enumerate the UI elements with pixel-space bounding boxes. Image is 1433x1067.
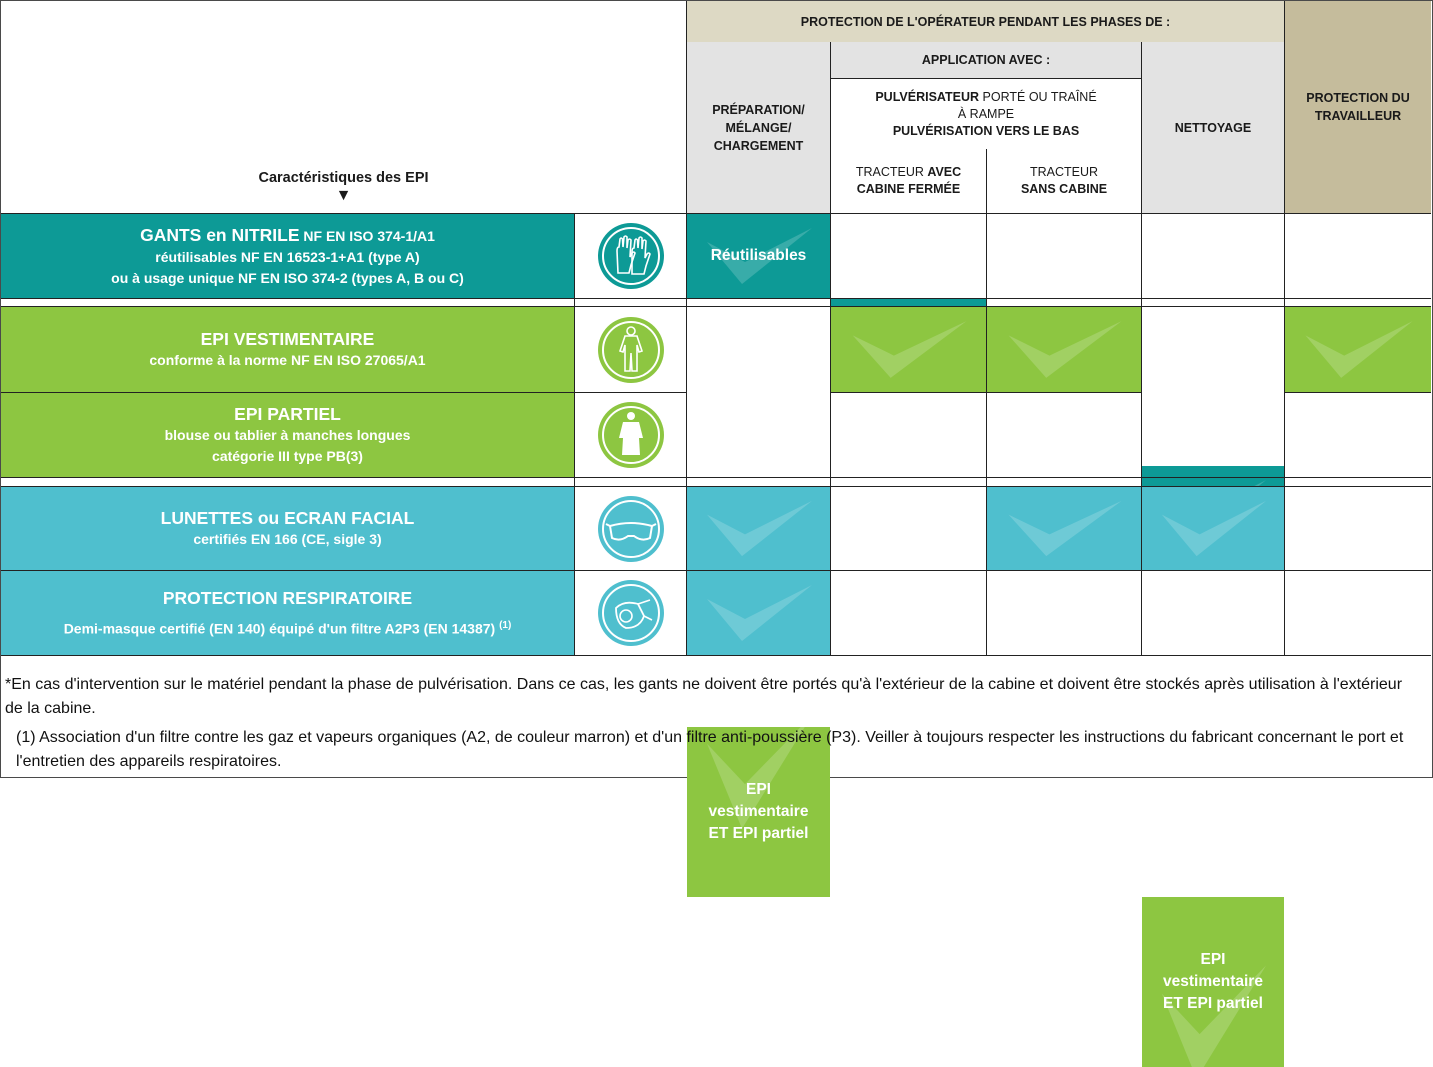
grid-line — [574, 213, 575, 656]
grid-line — [831, 392, 1141, 393]
grid-line — [1, 655, 1431, 656]
grid-line — [986, 149, 987, 656]
preparation-header: PRÉPARATION/ MÉLANGE/ CHARGEMENT — [687, 42, 830, 213]
goggles-label: LUNETTES ou ECRAN FACIAL certifiés EN 166 (CE, sigle 3) — [1, 487, 574, 570]
checkmark-icon — [1285, 307, 1431, 392]
grid-line — [1, 486, 1431, 487]
apron-label: EPI PARTIEL blouse ou tablier à manches longues catégorie III type PB(3) — [1, 393, 574, 477]
grid-line — [1285, 392, 1431, 393]
goggles-avec-cabine-cell — [831, 487, 986, 570]
checkmark-icon — [987, 487, 1141, 570]
clothing-nettoyage-merged-cell: EPI vestimentaire ET EPI partiel — [1142, 897, 1284, 1067]
checkmark-icon — [987, 307, 1141, 392]
goggles-preparation-cell — [687, 487, 830, 570]
coverall-icon — [596, 315, 666, 385]
grid-line — [1, 477, 1431, 478]
grid-line — [1, 570, 1431, 571]
respirator-nettoyage-cell — [1142, 571, 1284, 655]
footnote-respirator: (1) Association d'un filtre contre les gaz et vapeurs organiques (A2, de couleur marron) et d'un filtre anti-poussière (P3). Veiller à toujours respecter les instructions du fabricant concernant le port et l'entretien des appareils respiratoires. — [16, 729, 1404, 770]
grid-line — [1, 298, 1431, 299]
checkmark-icon — [831, 307, 986, 392]
respirator-mask-icon — [596, 578, 666, 648]
footnote-gloves: *En cas d'intervention sur le matériel pendant la phase de pulvérisation. Dans ce cas, les gants ne doivent être portés qu'à l'extérieur de la cabine et doivent être stockés après utilisation à l'extérieur de la cabine. — [5, 676, 1403, 717]
coverall-label: EPI VESTIMENTAIRE conforme à la norme NF EN ISO 27065/A1 — [1, 307, 574, 392]
grid-line — [1, 306, 1431, 307]
apron-sans-cabine-cell — [987, 393, 1141, 477]
coverall-icon-cell — [575, 307, 686, 392]
tracteur-sans-cabine-header: TRACTEUR SANS CABINE — [987, 149, 1141, 213]
checkmark-icon — [687, 571, 830, 655]
nettoyage-header: NETTOYAGE — [1142, 42, 1284, 213]
goggles-nettoyage-cell — [1142, 487, 1284, 570]
operator-protection-header: PROTECTION DE L'OPÉRATEUR PENDANT LES PHASES DE : — [687, 1, 1284, 42]
checkmark-icon — [687, 487, 830, 570]
pulverisateur-header: PULVÉRISATEUR PORTÉ OU TRAÎNÉ À RAMPE PULVÉRISATION VERS LE BAS — [831, 79, 1141, 149]
grid-line — [1141, 42, 1142, 656]
clothing-travailleur-cell — [1285, 307, 1431, 392]
gloves-label: GANTS en NITRILE NF EN ISO 374-1/A1 réutilisables NF EN 16523-1+A1 (type A) ou à usage unique NF EN ISO 374-2 (types A, B ou C) — [1, 214, 574, 298]
goggles-travailleur-cell — [1285, 487, 1431, 570]
grid-line — [1, 392, 686, 393]
application-avec-header: APPLICATION AVEC : — [831, 42, 1141, 78]
tracteur-avec-cabine-header: TRACTEUR AVEC CABINE FERMÉE — [831, 149, 986, 213]
apron-icon — [596, 400, 666, 470]
grid-line — [1, 213, 1431, 214]
goggles-icon — [596, 494, 666, 564]
characteristics-header — [1, 1, 686, 213]
checkmark-icon — [1142, 487, 1284, 570]
worker-protection-header: PROTECTION DU TRAVAILLEUR — [1285, 1, 1431, 213]
grid-line — [831, 78, 1141, 79]
gloves-preparation-cell: Réutilisables — [687, 214, 830, 298]
respirator-icon-cell — [575, 571, 686, 655]
apron-icon-cell — [575, 393, 686, 477]
grid-line — [1284, 1, 1285, 656]
respirator-preparation-cell — [687, 571, 830, 655]
clothing-sans-cabine-cell — [987, 307, 1141, 392]
respirator-label: PROTECTION RESPIRATOIRE Demi-masque certifié (EN 140) équipé d'un filtre A2P3 (EN 14387) $^{(1)}$ — [1, 571, 574, 655]
apron-travailleur-cell — [1285, 393, 1431, 477]
apron-avec-cabine-cell — [831, 393, 986, 477]
respirator-sans-cabine-cell — [987, 571, 1141, 655]
grid-line — [686, 1, 687, 656]
goggles-icon-cell — [575, 487, 686, 570]
gloves-icon-cell — [575, 214, 686, 298]
characteristics-label: Caractéristiques des EPI — [258, 170, 429, 186]
goggles-sans-cabine-cell — [987, 487, 1141, 570]
respirator-travailleur-cell — [1285, 571, 1431, 655]
grid-line — [830, 42, 831, 656]
respirator-avec-cabine-cell — [831, 571, 986, 655]
gloves-icon — [596, 221, 666, 291]
clothing-preparation-merged-cell: EPI vestimentaire ET EPI partiel — [687, 727, 830, 897]
down-arrow-icon: ▼ — [335, 187, 352, 204]
clothing-avec-cabine-cell — [831, 307, 986, 392]
